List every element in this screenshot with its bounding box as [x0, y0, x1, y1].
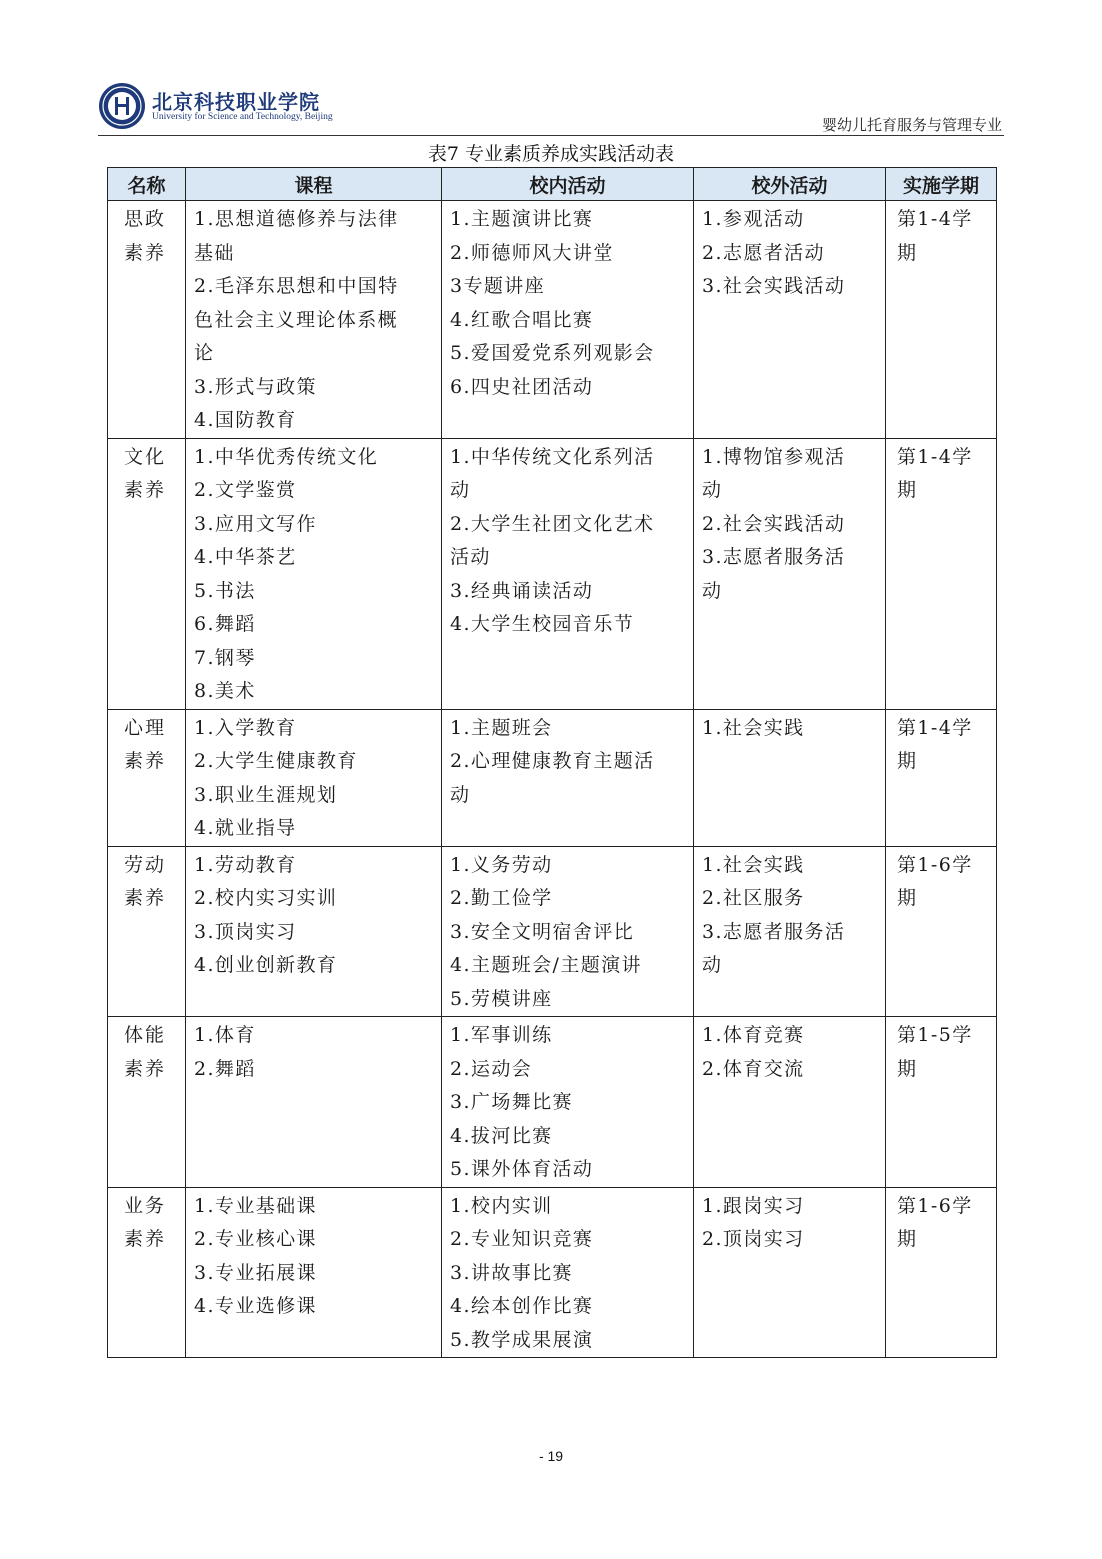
cell-line: 活动 [450, 546, 491, 568]
cell-line: 3.讲故事比赛 [450, 1261, 573, 1284]
cell-line: 1.专业基础课 [194, 1194, 317, 1217]
cell-line: 2.社区服务 [702, 887, 805, 909]
term-cell [886, 846, 997, 1017]
cell-line: 2.顶岗实习 [702, 1228, 805, 1250]
offcampus-activities-cell [694, 201, 886, 439]
offcampus-activities-cell [694, 846, 886, 1017]
cell-line: 2.社会实践活动 [702, 512, 846, 535]
table-caption: 表7 专业素质养成实践活动表 [427, 143, 675, 165]
cell-line: 1.跟岗实习 [702, 1194, 805, 1217]
offcampus-activities-cell [694, 709, 886, 846]
quality-name-cell [108, 438, 186, 709]
cell-line: 4.绘本创作比赛 [450, 1295, 594, 1317]
cell-line: 1.主题班会 [450, 716, 553, 739]
cell-line: 2.师德师风大讲堂 [450, 241, 614, 264]
cell-line: 第1-4学 [897, 445, 973, 468]
cell-line: 动 [702, 954, 723, 976]
cell-line: 2.大学生健康教育 [194, 750, 358, 772]
cell-line: 2.勤工俭学 [450, 887, 553, 909]
cell-line: 动 [450, 479, 471, 501]
school-name-en: University for Science and Technology, Beijing [152, 112, 333, 122]
cell-line: 色社会主义理论体系概 [194, 308, 399, 331]
campus-activities-cell [442, 438, 694, 709]
campus-activities-cell [442, 846, 694, 1017]
cell-line: 动 [702, 479, 723, 501]
cell-line: 论 [194, 342, 215, 364]
offcampus-activities-cell [694, 1187, 886, 1358]
cell-line: 6.四史社团活动 [450, 375, 594, 398]
cell-line: 5.课外体育活动 [450, 1158, 594, 1180]
cell-line: 3.经典诵读活动 [450, 579, 594, 602]
cell-line: 2.毛泽东思想和中国特 [194, 275, 399, 297]
cell-line: 素养 [124, 479, 167, 501]
cell-line: 2.体育交流 [702, 1057, 805, 1080]
cell-line: 期 [897, 1228, 918, 1250]
quality-name-cell [108, 709, 186, 846]
courses-cell [186, 846, 442, 1017]
cell-line: 4.大学生校园音乐节 [450, 613, 635, 635]
major-name: 婴幼儿托育服务与管理专业 [821, 116, 1002, 134]
cell-line: 动 [702, 579, 723, 602]
cell-line: 3.广场舞比赛 [450, 1091, 573, 1113]
quality-name-cell [108, 846, 186, 1017]
table-row [108, 1187, 997, 1358]
offcampus-activities-cell [694, 1017, 886, 1188]
cell-line: 期 [897, 887, 918, 909]
courses-cell [186, 1017, 442, 1188]
cell-line: 3.专业拓展课 [194, 1261, 317, 1284]
cell-line: 3.职业生涯规划 [194, 783, 338, 806]
cell-line: 1.军事训练 [450, 1024, 553, 1046]
cell-line: 1.社会实践 [702, 716, 805, 739]
cell-line: 期 [897, 479, 918, 501]
quality-name-cell [108, 201, 186, 439]
campus-activities-cell [442, 201, 694, 439]
cell-line: 3.应用文写作 [194, 512, 317, 535]
table-header-row [108, 168, 997, 201]
courses-cell [186, 1187, 442, 1358]
cell-line: 4.创业创新教育 [194, 954, 338, 976]
cell-line: 期 [897, 241, 918, 264]
cell-line: 8.美术 [194, 680, 256, 702]
table-row [108, 201, 997, 439]
cell-line: 素养 [124, 1228, 167, 1250]
cell-line: 动 [450, 783, 471, 806]
cell-line: 1.社会实践 [702, 853, 805, 876]
cell-line: 1.思想道德修养与法律 [194, 208, 399, 230]
cell-line: 1.博物馆参观活 [702, 445, 846, 468]
cell-line: 素养 [124, 241, 167, 264]
cell-line: 4.国防教育 [194, 409, 297, 431]
courses-cell [186, 709, 442, 846]
cell-line: 6.舞蹈 [194, 613, 256, 635]
cell-line: 1.校内实训 [450, 1194, 553, 1217]
cell-line: 心理 [124, 716, 167, 739]
cell-line: 5.爱国爱党系列观影会 [450, 342, 655, 364]
cell-line: 4.中华茶艺 [194, 546, 297, 568]
cell-line: 4.专业选修课 [194, 1295, 317, 1317]
term-cell [886, 201, 997, 439]
cell-line: 2.志愿者活动 [702, 241, 825, 264]
header-divider [98, 135, 1004, 136]
cell-line: 第1-6学 [897, 1194, 973, 1217]
practice-activities-table [107, 167, 997, 1358]
column-header: 校外活动 [694, 168, 886, 201]
cell-line: 1.劳动教育 [194, 853, 297, 876]
column-header: 课程 [186, 168, 442, 201]
cell-line: 1.体育 [194, 1024, 256, 1046]
campus-activities-cell [442, 1017, 694, 1188]
term-cell [886, 1017, 997, 1188]
cell-line: 素养 [124, 887, 167, 909]
column-header: 校内活动 [442, 168, 694, 201]
cell-line: 3.志愿者服务活 [702, 920, 846, 943]
cell-line: 期 [897, 1057, 918, 1080]
cell-line: 3.顶岗实习 [194, 920, 297, 943]
cell-line: 思政 [124, 208, 167, 230]
offcampus-activities-cell [694, 438, 886, 709]
cell-line: 2.文学鉴赏 [194, 479, 297, 501]
cell-line: 3.志愿者服务活 [702, 546, 846, 568]
page-number: - 19 [538, 1448, 564, 1464]
page-header [98, 74, 1004, 136]
cell-line: 1.体育竞赛 [702, 1024, 805, 1046]
cell-line: 第1-5学 [897, 1024, 973, 1046]
term-cell [886, 438, 997, 709]
cell-line: 素养 [124, 1057, 167, 1080]
cell-line: 5.教学成果展演 [450, 1328, 594, 1351]
term-cell [886, 1187, 997, 1358]
cell-line: 1.义务劳动 [450, 853, 553, 876]
cell-line: 劳动 [124, 853, 167, 876]
campus-activities-cell [442, 709, 694, 846]
cell-line: 业务 [124, 1194, 167, 1217]
column-header: 名称 [108, 168, 186, 201]
cell-line: 1.参观活动 [702, 208, 805, 230]
courses-cell [186, 201, 442, 439]
cell-line: 1.中华传统文化系列活 [450, 445, 655, 468]
campus-activities-cell [442, 1187, 694, 1358]
cell-line: 期 [897, 750, 918, 772]
school-logo-icon [98, 82, 146, 130]
cell-line: 1.中华优秀传统文化 [194, 445, 379, 468]
cell-line: 4.就业指导 [194, 817, 297, 839]
cell-line: 2.校内实习实训 [194, 887, 338, 909]
table-row [108, 1017, 997, 1188]
cell-line: 2.心理健康教育主题活 [450, 750, 655, 772]
cell-line: 4.主题班会/主题演讲 [450, 954, 642, 976]
term-cell [886, 709, 997, 846]
cell-line: 2.大学生社团文化艺术 [450, 512, 655, 535]
cell-line: 文化 [124, 445, 167, 468]
quality-name-cell [108, 1187, 186, 1358]
cell-line: 第1-4学 [897, 716, 973, 739]
cell-line: 体能 [124, 1024, 167, 1046]
cell-line: 2.运动会 [450, 1057, 533, 1080]
cell-line: 2.专业知识竞赛 [450, 1228, 594, 1250]
cell-line: 4.拔河比赛 [450, 1124, 553, 1147]
cell-line: 5.劳模讲座 [450, 987, 553, 1010]
cell-line: 第1-4学 [897, 208, 973, 230]
cell-line: 2.专业核心课 [194, 1228, 317, 1250]
cell-line: 5.书法 [194, 579, 256, 602]
column-header: 实施学期 [886, 168, 997, 201]
cell-line: 3.形式与政策 [194, 375, 317, 398]
cell-line: 2.舞蹈 [194, 1057, 256, 1080]
table-row [108, 438, 997, 709]
cell-line: 7.钢琴 [194, 646, 256, 669]
cell-line: 素养 [124, 750, 167, 772]
courses-cell [186, 438, 442, 709]
cell-line: 1.主题演讲比赛 [450, 208, 594, 230]
cell-line: 4.红歌合唱比赛 [450, 308, 594, 331]
cell-line: 第1-6学 [897, 853, 973, 876]
cell-line: 基础 [194, 241, 235, 264]
cell-line: 3.安全文明宿舍评比 [450, 920, 635, 943]
cell-line: 3.社会实践活动 [702, 275, 846, 297]
cell-line: 1.入学教育 [194, 716, 297, 739]
cell-line: 3专题讲座 [450, 275, 546, 297]
school-name-cn: 北京科技职业学院 [152, 90, 320, 114]
quality-name-cell [108, 1017, 186, 1188]
table-row [108, 846, 997, 1017]
table-row [108, 709, 997, 846]
